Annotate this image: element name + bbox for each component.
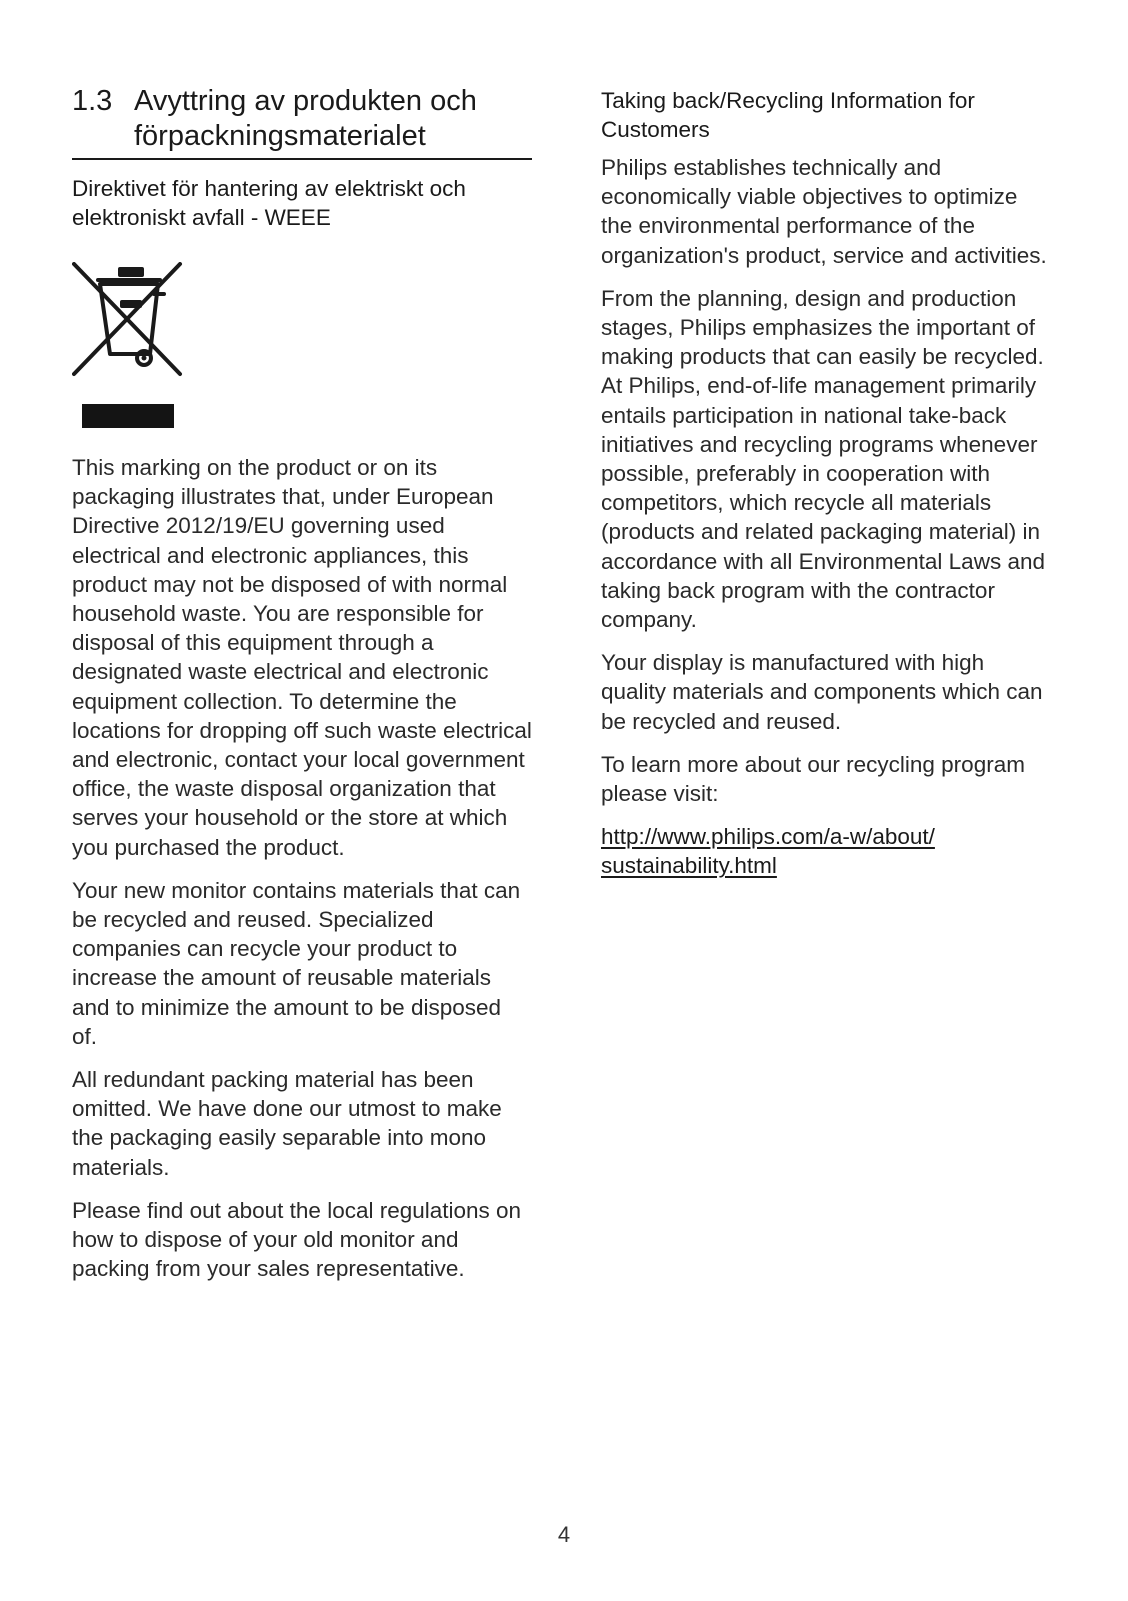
sustainability-link[interactable] <box>601 824 935 878</box>
paragraph-planning: From the planning, design and production stages, Philips emphasizes the important of making products that can easily be recycled. At Philips, end-of-life management primarily entails participation in national take-back initiatives and recycling programs whenever possible, preferably in cooperation with competitors, which recycle all materials (products and related packaging material) in accordance with all Environmental Laws and taking back program with the contractor company. <box>601 285 1045 633</box>
weee-bin-icon <box>72 262 184 402</box>
page-number: 4 <box>557 1522 571 1547</box>
left-body <box>72 453 532 1297</box>
section-title-line1: Avyttring av produkten och <box>134 85 477 117</box>
section-title <box>134 84 532 154</box>
paragraph-materials: Your new monitor contains materials that can be recycled and reused. Specialized companies can recycle your product to increase the amount of reusable materials and to minimize the amount to be disposed of. <box>72 877 521 1049</box>
section-title-line2: förpackningsmaterialet <box>134 120 426 152</box>
paragraph-display-materials: Your display is manufactured with high quality materials and components which can be recycled and reused. <box>601 650 1043 734</box>
weee-black-bar <box>82 404 174 428</box>
sustainability-link-line2[interactable]: sustainability.html <box>601 853 777 879</box>
weee-subheading <box>72 174 532 232</box>
weee-subheading-line2: elektroniskt avfall - WEEE <box>72 205 331 230</box>
section-heading <box>72 84 532 160</box>
sustainability-link-line1[interactable]: http://www.philips.com/a-w/about/ <box>601 824 935 850</box>
crossed-out-wheelie-bin-icon <box>72 262 184 430</box>
right-body <box>601 153 1051 881</box>
paragraph-packing: All redundant packing material has been omitted. We have done our utmost to make the packaging easily separable into mono materials. <box>72 1067 502 1180</box>
weee-subheading-line1: Direktivet för hantering av elektriskt och <box>72 176 466 201</box>
paragraph-local-regulations: Please find out about the local regulations on how to dispose of your old monitor and packing from your sales representative. <box>72 1197 522 1282</box>
recycling-heading: Taking back/Recycling Information for Customers <box>601 88 975 142</box>
paragraph-objectives: Philips establishes technically and economically viable objectives to optimize the environmental performance of the organization's product, service and activities. <box>601 155 1047 268</box>
paragraph-weee-marking: This marking on the product or on its packaging illustrates that, under European Directive 2012/19/EU governing used electrical and electronic appliances, this product may not be disposed of with normal household waste. You are responsible for disposal of this equipment through a designated waste electrical and electronic equipment collection. To determine the locations for dropping off such waste electrical and electronic, contact your local government office, the waste disposal organization that serves your household or the store at which you purchased the product. <box>72 455 532 860</box>
section-number: 1.3 <box>72 85 113 117</box>
paragraph-learn-more: To learn more about our recycling program please visit: <box>601 751 1025 807</box>
